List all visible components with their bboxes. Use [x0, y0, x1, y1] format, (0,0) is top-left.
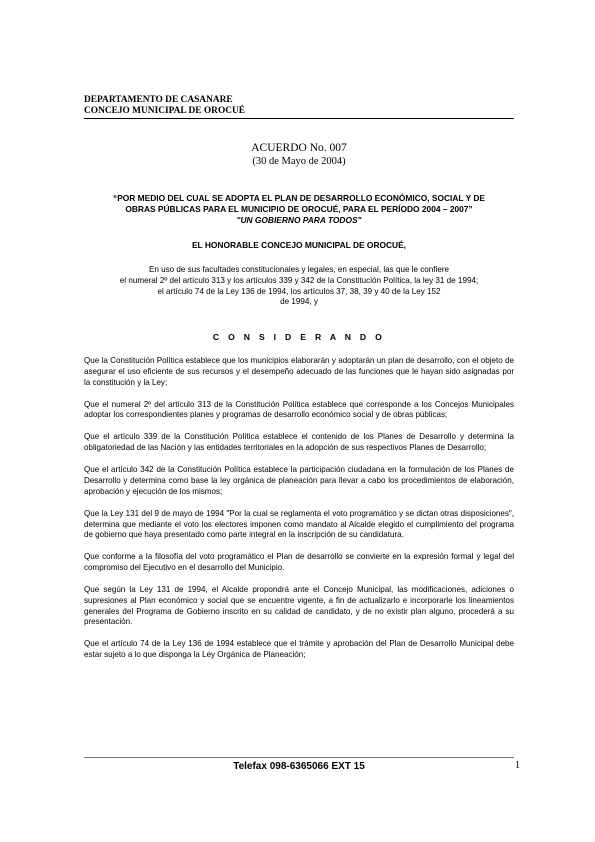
consideration-paragraph: Que el artículo 339 de la Constitución Política establece el contenido de los Planes de Desarrollo y determina la obligatoriedad de las Nación y las entidades territoriales en la adopción de sus respectivos Planes de Desarrollo; [84, 432, 514, 453]
letterhead-department: DEPARTAMENTO DE CASANARE [84, 95, 233, 105]
header-divider [84, 118, 514, 119]
agreement-number: ACUERDO No. 007 [251, 142, 347, 154]
consideration-paragraph: Que el numeral 2º del artículo 313 de la Constitución Política establece que corresponde a los Concejos Municipales adoptar los correspondientes planes y programas de desarrollo económico social y de obras públicas; [84, 399, 514, 420]
agreement-title [84, 193, 514, 226]
agreement-title-line-2: OBRAS PÚBLICAS PARA EL MUNICIPIO DE OROCUÉ, PARA EL PERÍODO 2004 – 2007” [125, 204, 473, 214]
consideration-paragraph: Que el artículo 342 de la Constitución Política establece la participación ciudadana en la formulación de los Planes de Desarrollo y determina como base la ley orgánica de planeación para llevar a cabo los procedimientos de elaboración, aprobación y ejecución de los mismos; [84, 465, 514, 496]
consideration-paragraph: Que según la Ley 131 de 1994, el Alcalde propondrá ante el Concejo Municipal, las modificaciones, adiciones o supresiones al Plan económico y social que se encuentre vigente, a fin de actualizarlo e incorporarle los lineamientos generales del Programa de Gobierno inscrito en su calidad de candidato, y de no existir plan alguno, procederá a su presentación. [84, 585, 514, 627]
consideration-paragraph: Que conforme a la filosofía del voto programático el Plan de desarrollo se convierte en la expresión formal y legal del compromiso del Ejecutivo en el desarrollo del Municipio. [84, 552, 514, 573]
consideration-paragraph: Que la Constitución Política establece que los municipios elaborarán y adoptarán un plan de desarrollo, con el objeto de asegurar el uso eficiente de sus recursos y el desempeño adecuado de las funciones que le hayan sido asignadas por la constitución y la Ley; [84, 356, 514, 387]
letterhead [84, 95, 514, 117]
consideration-paragraph: Que la Ley 131 del 9 de mayo de 1994 "Por la cual se reglamenta el voto programático y se dictan otras disposiciones", determina que mediante el voto los electores imponen como mandato al Alcalde elegido el cumplimiento del programa de gobierno que haya presentado como parte integral en la inscripción de su candidatura. [84, 508, 514, 540]
consideration-paragraph: Que el artículo 74 de la Ley 136 de 1994 establece que el trámite y aprobación del Plan de Desarrollo Municipal debe estar sujeto a lo que disponga la Ley Orgánica de Planeación; [84, 639, 514, 660]
honorable-council-heading: EL HONORABLE CONCEJO MUNICIPAL DE OROCUÉ, [191, 240, 407, 250]
agreement-title-line-1: “POR MEDIO DEL CUAL SE ADOPTA EL PLAN DE DESARROLLO ECONÓMICO, SOCIAL Y DE [113, 193, 485, 203]
considerando-heading: C O N S I D E R A N D O [212, 332, 386, 342]
agreement-slogan: "UN GOBIERNO PARA TODOS" [236, 215, 362, 225]
agreement-heading [84, 142, 514, 168]
page-number: 1 [515, 760, 520, 771]
legal-powers-line: el artículo 74 de la Ley 136 de 1994, los artículos 37, 38, 39 y 40 de la Ley 152 [157, 286, 441, 296]
legal-powers-block [78, 265, 520, 308]
agreement-date: (30 de Mayo de 2004) [252, 156, 346, 167]
legal-powers-line: En uso de sus facultades constitucionales y legales, en especial, las que le confiere [148, 265, 450, 274]
letterhead-council: CONCEJO MUNICIPAL DE OROCUÉ [84, 106, 246, 116]
footer-telefax: Telefax 098-6365066 EXT 15 [233, 761, 365, 772]
legal-powers-line: el numeral 2º del artículo 313 y los artículos 339 y 342 de la Constitución Política, la ley 31 de 1994; [119, 275, 479, 285]
footer-divider [84, 757, 514, 758]
considerations-body [84, 356, 514, 672]
legal-powers-line: de 1994, y [280, 297, 318, 307]
